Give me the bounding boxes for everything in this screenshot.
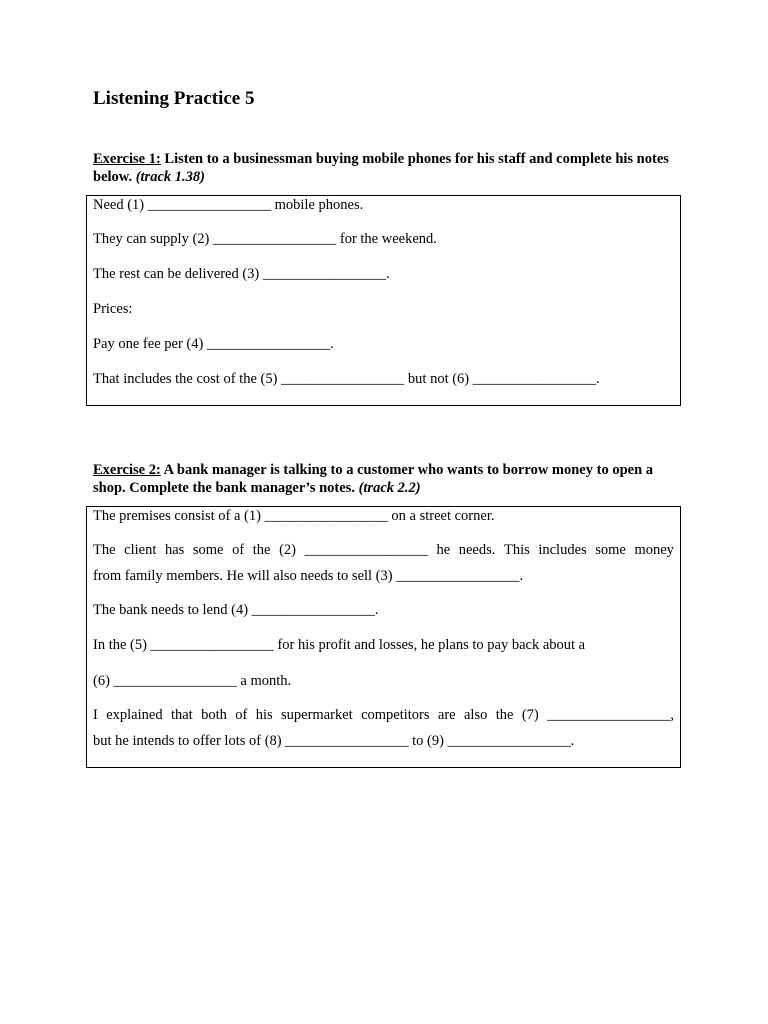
word: some bbox=[595, 542, 626, 558]
word: the bbox=[252, 542, 271, 558]
exercise-1-track: (track 1.38) bbox=[132, 169, 205, 185]
exercise-1-line-2: They can supply (2) _________________ for the weekend. bbox=[93, 231, 437, 247]
page-title: Listening Practice 5 bbox=[93, 88, 255, 109]
word: (7) bbox=[521, 707, 539, 723]
word: _________________, bbox=[547, 707, 674, 723]
word: the bbox=[495, 707, 514, 723]
word: _________________ bbox=[304, 542, 428, 558]
exercise-1-line-4: Prices: bbox=[93, 301, 133, 317]
exercise-2-instruction bbox=[93, 461, 683, 497]
word: explained bbox=[106, 707, 163, 723]
word: needs. bbox=[458, 542, 496, 558]
word: he bbox=[436, 542, 451, 558]
word: also bbox=[463, 707, 488, 723]
word: supermarket bbox=[281, 707, 353, 723]
word: client bbox=[124, 542, 157, 558]
word: are bbox=[437, 707, 456, 723]
exercise-2-line-2 bbox=[93, 542, 674, 559]
exercise-2-text: A bank manager is talking to a customer who wants to borrow money to open a shop. Complete the bank manager’s notes. bbox=[93, 462, 654, 496]
exercise-1-label: Exercise 1: bbox=[93, 151, 161, 167]
exercise-2-track: (track 2.2) bbox=[354, 480, 421, 496]
exercise-1-line-5: Pay one fee per (4) _________________. bbox=[93, 336, 334, 352]
exercise-1-line-6: That includes the cost of the (5) _________________ but not (6) _________________. bbox=[93, 371, 600, 387]
word: competitors bbox=[361, 707, 430, 723]
exercise-1-text: Listen to a businessman buying mobile phones for his staff and complete his notes below. bbox=[93, 151, 669, 185]
exercise-2-line-1: The premises consist of a (1) _________________ on a street corner. bbox=[93, 508, 495, 524]
word: I bbox=[93, 707, 98, 723]
exercise-1-notes-box bbox=[86, 195, 681, 406]
word: includes bbox=[538, 542, 587, 558]
word: This bbox=[503, 542, 530, 558]
exercise-1-line-1: Need (1) _________________ mobile phones. bbox=[93, 197, 364, 213]
word: of bbox=[232, 542, 245, 558]
exercise-2-line-6: (6) _________________ a month. bbox=[93, 673, 292, 689]
word: that bbox=[170, 707, 193, 723]
word: has bbox=[164, 542, 185, 558]
exercise-2-line-5: In the (5) _________________ for his profit and losses, he plans to pay back about a bbox=[93, 637, 586, 653]
word: of bbox=[235, 707, 248, 723]
word: (2) bbox=[279, 542, 297, 558]
word: his bbox=[255, 707, 273, 723]
word: The bbox=[93, 542, 116, 558]
exercise-2-notes-box bbox=[86, 506, 681, 768]
word: some bbox=[192, 542, 224, 558]
exercise-2-line-8: but he intends to offer lots of (8) _________________ to (9) _________________. bbox=[93, 733, 575, 749]
exercise-1-line-3: The rest can be delivered (3) _________________. bbox=[93, 266, 390, 282]
exercise-2-line-7 bbox=[93, 707, 674, 724]
exercise-2-line-3: from family members. He will also needs to sell (3) _________________. bbox=[93, 568, 524, 584]
exercise-2-line-4: The bank needs to lend (4) _________________. bbox=[93, 602, 379, 618]
word: both bbox=[201, 707, 227, 723]
word: money bbox=[634, 542, 674, 558]
exercise-2-label: Exercise 2: bbox=[93, 462, 161, 478]
exercise-1-instruction bbox=[93, 150, 683, 186]
